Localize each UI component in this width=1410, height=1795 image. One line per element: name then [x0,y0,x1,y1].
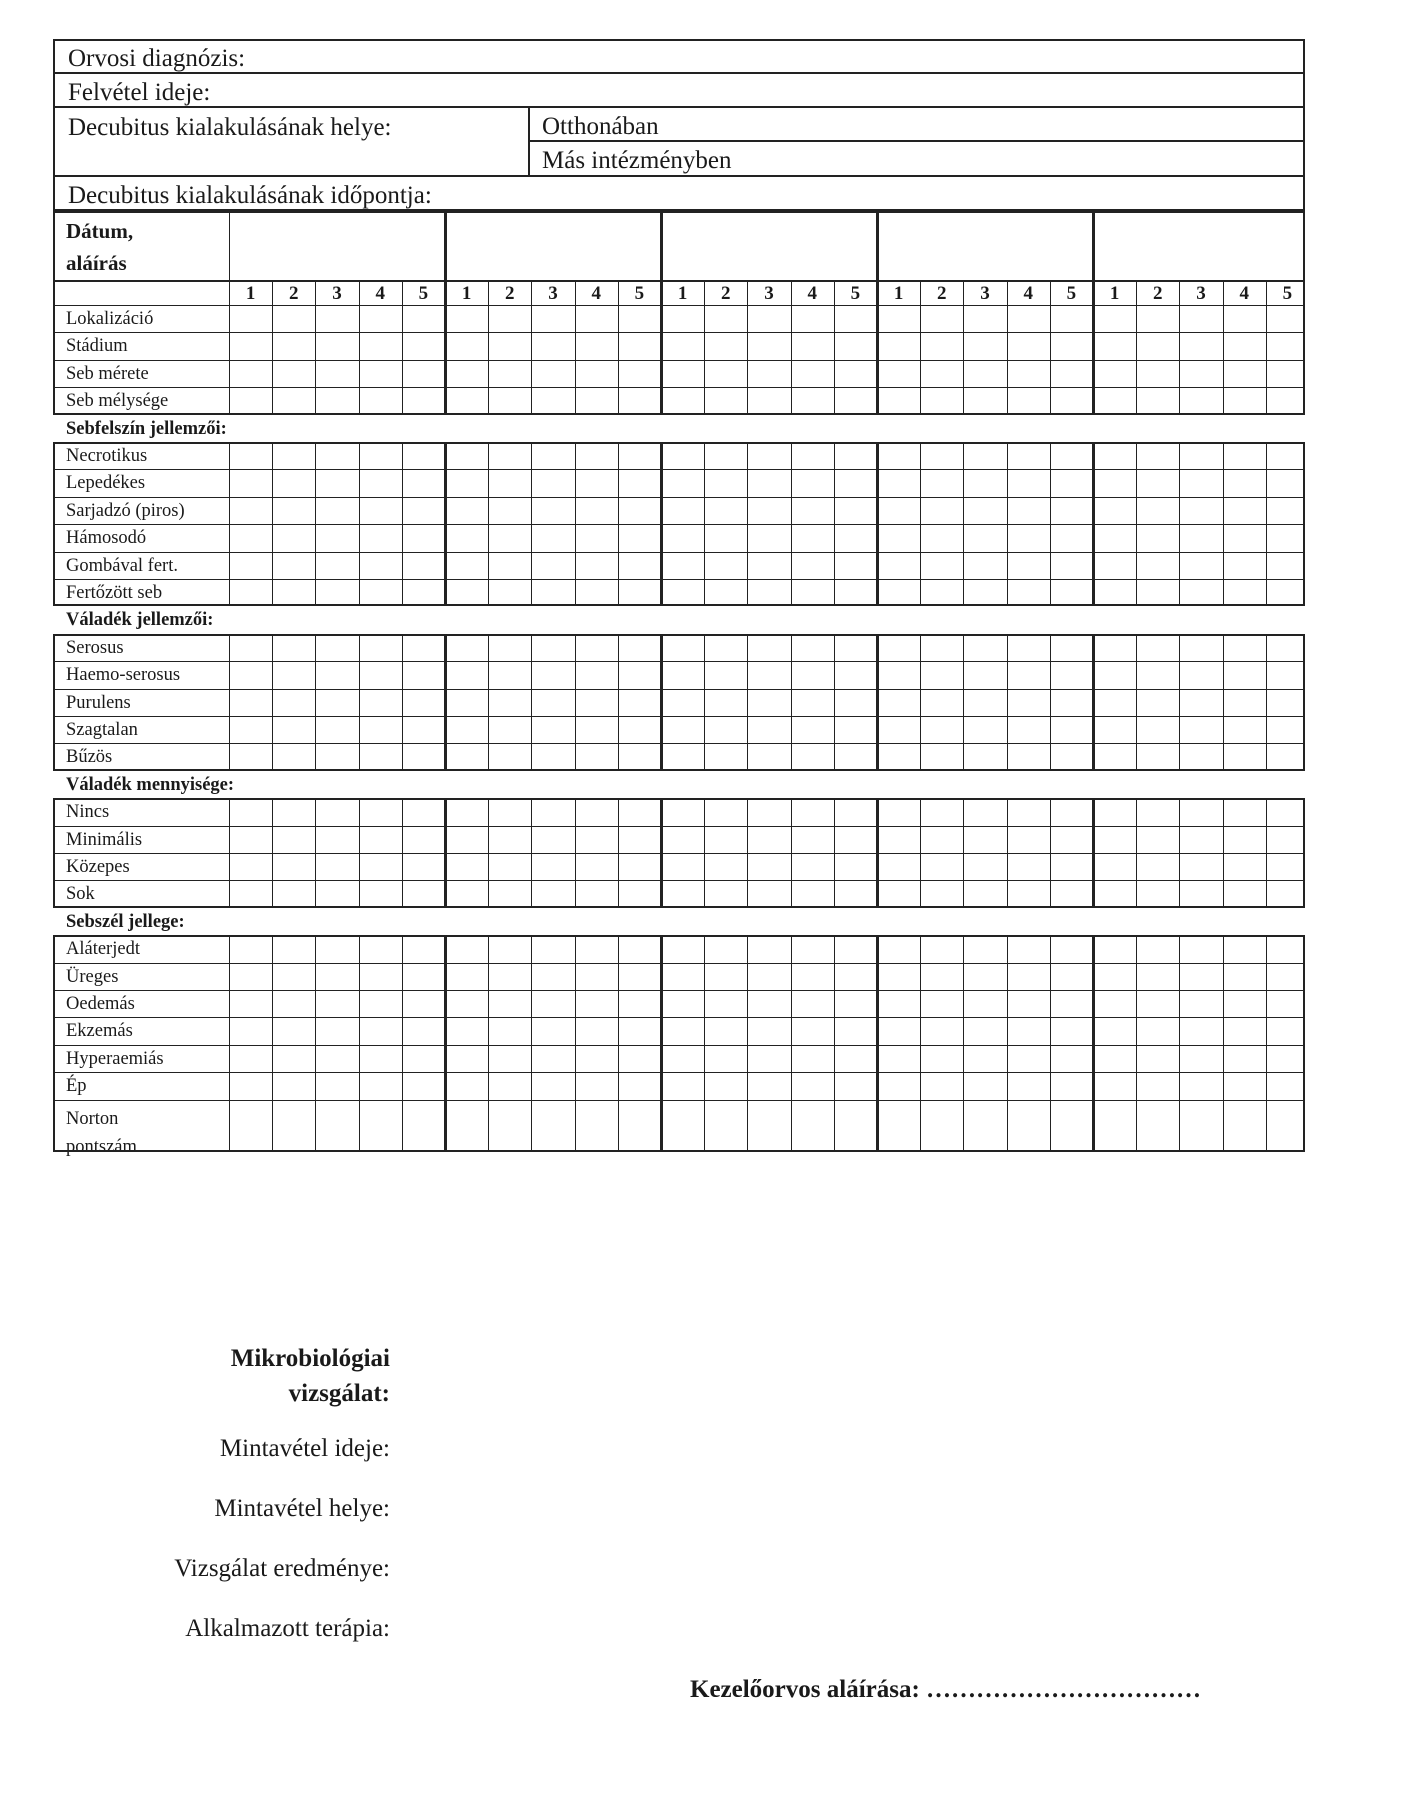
row-label: Gombával fert. [66,555,178,576]
block-divider [660,634,663,771]
date-label-line2: aláírás [66,251,127,275]
block-divider [1092,211,1095,415]
row-label: Serosus [66,637,124,658]
row-divider [53,497,1305,498]
cell-divider [229,211,230,415]
header-divider [55,106,1303,108]
day-number: 3 [332,283,342,304]
therapy-label: Alkalmazott terápia: [185,1615,390,1642]
cell-divider [575,634,576,771]
row-divider [53,689,1305,690]
cell-divider [1136,634,1137,771]
row-divider [53,1072,1305,1073]
day-number: 2 [289,283,299,304]
cell-divider [229,634,230,771]
cell-divider [402,634,403,771]
cell-divider [1266,935,1267,1151]
cell-divider [315,634,316,771]
day-number: 4 [1239,283,1249,304]
cell-divider [1223,935,1224,1151]
cell-divider [791,280,792,415]
day-number: 5 [1282,283,1293,304]
day-number: 1 [893,283,904,304]
sampling-time-label: Mintavétel ideje: [219,1435,390,1462]
block-divider [1092,634,1095,771]
cell-divider [704,935,705,1151]
row-label-2: Stádium [66,336,128,357]
cell-divider [1266,280,1267,415]
cell-divider [1223,280,1224,415]
microbiology-title-line1: Mikrobiológiai [230,1345,390,1372]
cell-divider [1179,634,1180,771]
physician-signature-line: Kezelőorvos aláírása: …………………………… [690,1676,1202,1703]
cell-divider [359,634,360,771]
cell-divider [272,935,273,1151]
day-number: 2 [505,283,515,304]
grid-segment-border [53,634,1305,771]
block-divider [1092,935,1095,1151]
section-title: Váladék jellemzői: [66,610,214,631]
row-divider [53,880,1305,881]
day-number: 3 [548,283,558,304]
cell-divider [963,280,964,415]
row-label-4: Seb mélysége [66,391,169,412]
grid-segment-border [53,935,1305,1151]
row-divider [53,524,1305,525]
cell-divider [618,634,619,771]
row-divider [53,826,1305,827]
row-divider [53,280,1305,282]
row-label: Ép [66,1076,87,1097]
block-divider [444,211,447,415]
cell-divider [488,280,489,415]
cell-divider [575,280,576,415]
day-number: 5 [850,283,861,304]
day-number: 3 [764,283,774,304]
cell-divider [531,634,532,771]
day-number: 4 [1023,283,1033,304]
day-number: 2 [1153,283,1163,304]
cell-divider [315,935,316,1151]
row-divider [53,743,1305,744]
row-label: Bűzös [66,747,113,768]
header-divider [55,175,1303,177]
wound-assessment-grid [53,211,1305,1161]
row-label: Üreges [66,966,119,987]
cell-divider [1050,935,1051,1151]
row-divider [53,716,1305,717]
cell-divider [791,634,792,771]
day-number: 4 [807,283,817,304]
microbiology-title [231,1341,390,1411]
day-number: 1 [245,283,256,304]
row-label: Lepedékes [66,473,146,494]
cell-divider [575,935,576,1151]
row-label: Ekzemás [66,1021,133,1042]
cell-divider [834,634,835,771]
day-number: 3 [1196,283,1206,304]
row-divider [53,990,1305,991]
row-label: Haemo-serosus [66,665,181,686]
cell-divider [1007,280,1008,415]
row-label-1: Lokalizáció [66,309,154,329]
block-divider [660,211,663,415]
cell-divider [920,634,921,771]
patient-header-box [53,39,1305,211]
cell-divider [272,634,273,771]
origin-options-divider [528,140,1303,142]
row-divider [53,387,1305,388]
cell-divider [1007,634,1008,771]
norton-line2: pontszám [66,1136,137,1157]
cell-divider [747,280,748,415]
row-label: Sok [66,884,95,905]
row-label: Nincs [66,802,110,823]
row-divider [53,332,1305,333]
day-number: 1 [461,283,472,304]
day-number: 4 [591,283,601,304]
cell-divider [531,280,532,415]
row-divider [53,360,1305,361]
row-label: Hámosodó [66,528,147,549]
row-label: Purulens [66,692,131,713]
cell-divider [618,280,619,415]
sampling-site-label: Mintavétel helye: [214,1495,390,1522]
cell-divider [1050,634,1051,771]
day-number: 5 [418,283,429,304]
block-divider [444,935,447,1151]
day-number: 2 [721,283,731,304]
cell-divider [1136,280,1137,415]
day-number: 5 [1066,283,1077,304]
block-divider [444,634,447,771]
row-label: Közepes [66,857,130,877]
cell-divider [963,634,964,771]
day-number: 2 [937,283,947,304]
row-divider [53,1017,1305,1018]
diagnosis-label: Orvosi diagnózis: [68,45,246,72]
section-title: Váladék mennyisége: [66,774,235,795]
origin-home-option: Otthonában [542,113,659,140]
day-number: 4 [375,283,385,304]
cell-divider [359,935,360,1151]
row-label: Necrotikus [66,446,148,466]
microbiology-title-line2: vizsgálat: [288,1380,390,1407]
cell-divider [402,935,403,1151]
cell-divider [402,280,403,415]
cell-divider [747,935,748,1151]
origin-label: Decubitus kialakulásának helye: [68,114,392,141]
row-label: Fertőzött seb [66,583,163,603]
cell-divider [1179,280,1180,415]
day-number: 5 [634,283,645,304]
row-divider [53,552,1305,553]
origin-other-option: Más intézményben [542,147,732,174]
cell-divider [229,935,230,1151]
cell-divider [618,935,619,1151]
cell-divider [834,935,835,1151]
row-divider [53,853,1305,854]
header-divider [55,72,1303,74]
row-divider [53,1100,1305,1101]
cell-divider [488,634,489,771]
block-divider [876,935,879,1151]
cell-divider [920,280,921,415]
cell-divider [1050,280,1051,415]
day-number: 3 [980,283,990,304]
result-label: Vizsgálat eredménye: [174,1555,390,1582]
cell-divider [1179,935,1180,1151]
cell-divider [1007,935,1008,1151]
cell-divider [1223,634,1224,771]
block-divider [660,935,663,1151]
cell-divider [747,634,748,771]
cell-divider [834,280,835,415]
cell-divider [920,935,921,1151]
row-divider [53,579,1305,580]
block-divider [876,211,879,415]
row-divider [53,963,1305,964]
section-title: Sebfelszín jellemzői: [66,418,227,439]
cell-divider [531,935,532,1151]
date-label-line1: Dátum, [66,219,134,243]
row-label: Minimális [66,829,143,850]
row-label: Szagtalan [66,720,138,740]
section-title: Sebszél jellege: [66,911,185,932]
day-number: 1 [1109,283,1120,304]
row-divider [53,469,1305,470]
block-divider [876,634,879,771]
day-number: 1 [677,283,688,304]
cell-divider [272,280,273,415]
cell-divider [488,935,489,1151]
row-label: Oedemás [66,994,135,1014]
row-label: Hyperaemiás [66,1048,164,1069]
admission-label: Felvétel ideje: [68,79,211,106]
grid-segment-border [53,211,1305,415]
cell-divider [1266,634,1267,771]
cell-divider [359,280,360,415]
cell-divider [315,280,316,415]
row-label: Sarjadzó (piros) [66,500,185,521]
row-label-3: Seb mérete [66,363,149,384]
row-divider [53,1045,1305,1046]
cell-divider [1136,935,1137,1151]
onset-label: Decubitus kialakulásának időpontja: [68,182,432,209]
norton-line1: Norton [66,1108,119,1129]
row-divider [53,661,1305,662]
cell-divider [791,935,792,1151]
row-label: Aláterjedt [66,939,140,960]
cell-divider [704,280,705,415]
cell-divider [704,634,705,771]
number-row-divider [229,305,1305,306]
cell-divider [963,935,964,1151]
